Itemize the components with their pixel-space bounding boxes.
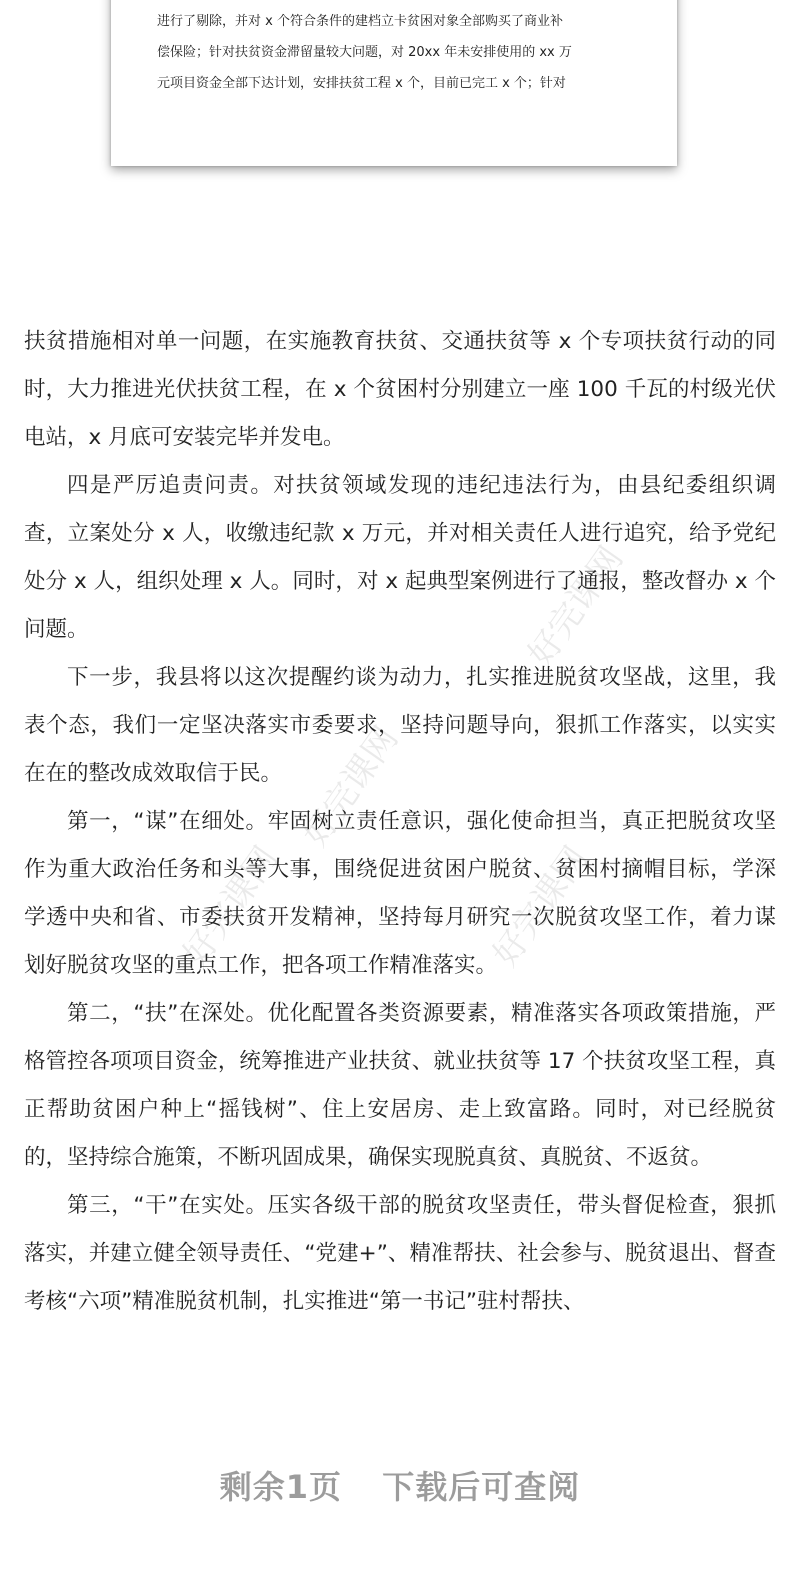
paragraph: 第二，“扶”在深处。优化配置各类资源要素，精准落实各项政策措施，严格管控各项项目资金，统筹推进产业扶贫、就业扶贫等 17 个扶贫攻坚工程，真正帮助贫困户种上“摇钱树”、住上安居房、走上致富路。同时，对已经脱贫的，坚持综合施策，不断巩固成果，确保实现脱真贫、真脱贫、不返贫。 — [24, 1001, 776, 1170]
watermark: 好完课网 — [485, 839, 597, 974]
preview-text-block — [157, 6, 657, 99]
document-body — [24, 318, 776, 1326]
paragraph: 四是严厉追责问责。对扶贫领域发现的违纪违法行为，由县纪委组织调查，立案处分 x 人，收缴违纪款 x 万元，并对相关责任人进行追究，给予党纪处分 x 人，组织处理 x 人。同时，对 x 起典型案例进行了通报，整改督办 x 个问题。 — [24, 473, 776, 642]
paragraph: 下一步，我县将以这次提醒约谈为动力，扎实推进脱贫攻坚战，这里，我表个态，我们一定坚决落实市委要求，坚持问题导向，狠抓工作落实，以实实在在的整改成效取信于民。 — [24, 665, 776, 786]
previous-page-preview — [111, 0, 677, 166]
download-hint-label: 下载后可查阅 — [382, 1468, 581, 1506]
preview-line: 偿保险；针对扶贫资金滞留量较大问题，对 20xx 年未安排使用的 xx 万 — [157, 45, 572, 60]
watermark: 好完课网 — [295, 719, 407, 854]
paragraph: 扶贫措施相对单一问题，在实施教育扶贫、交通扶贫等 x 个专项扶贫行动的同时，大力推进光伏扶贫工程，在 x 个贫困村分别建立一座 100 千瓦的村级光伏电站，x 月底可安装完毕并发电。 — [24, 329, 776, 450]
download-prompt[interactable] — [0, 1462, 800, 1508]
preview-line: 进行了剔除，并对 x 个符合条件的建档立卡贫困对象全部购买了商业补 — [157, 14, 563, 29]
remaining-pages-label: 剩余1页 — [219, 1468, 343, 1506]
preview-line: 元项目资金全部下达计划，安排扶贫工程 x 个，目前已完工 x 个；针对 — [157, 76, 566, 91]
watermark: 好完课网 — [520, 539, 632, 674]
paragraph: 第三，“干”在实处。压实各级干部的脱贫攻坚责任，带头督促检查，狠抓落实，并建立健全领导责任、“党建+”、精准帮扶、社会参与、脱贫退出、督查考核“六项”精准脱贫机制，扎实推进“第一书记”驻村帮扶、 — [24, 1193, 776, 1314]
watermark: 好完课网 — [175, 839, 287, 974]
paragraph: 第一，“谋”在细处。牢固树立责任意识，强化使命担当，真正把脱贫攻坚作为重大政治任务和头等大事，围绕促进贫困户脱贫、贫困村摘帽目标，学深学透中央和省、市委扶贫开发精神，坚持每月研究一次脱贫攻坚工作，着力谋划好脱贫攻坚的重点工作，把各项工作精准落实。 — [24, 809, 776, 978]
